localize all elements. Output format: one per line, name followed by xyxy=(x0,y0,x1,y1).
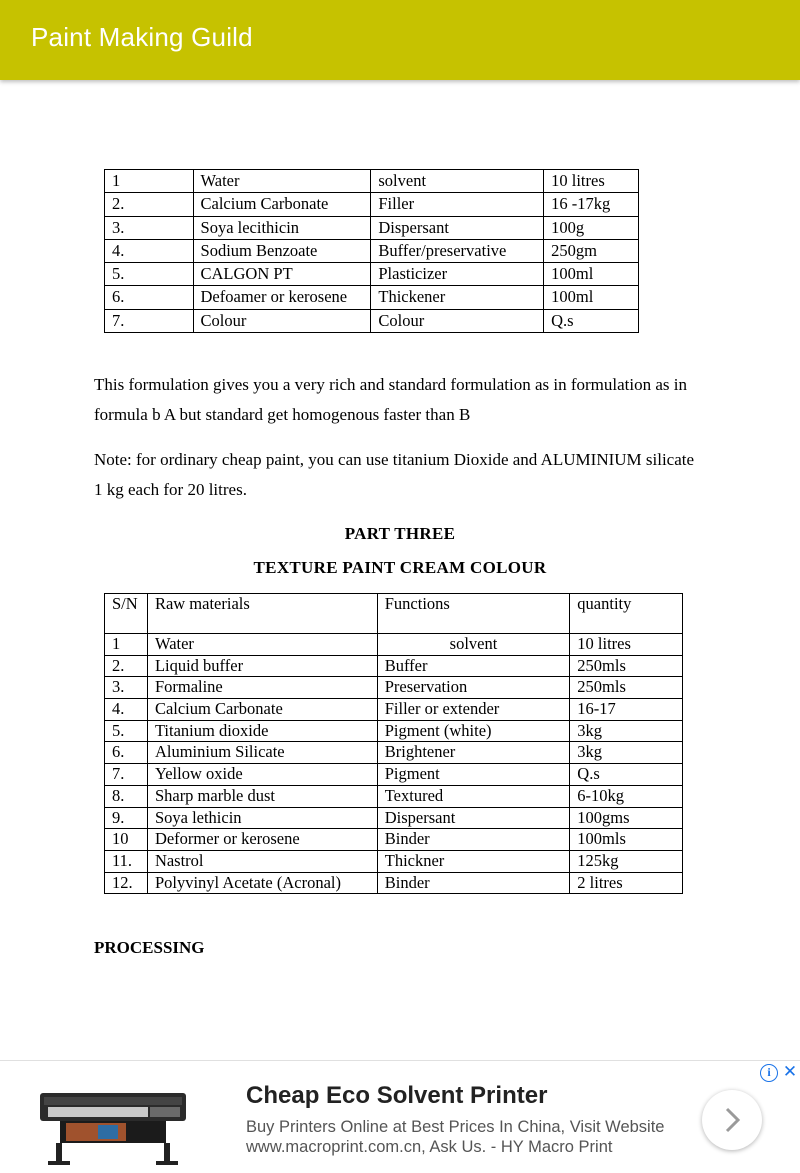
table-cell: Water xyxy=(193,170,371,193)
table-cell: Defoamer or kerosene xyxy=(193,286,371,309)
table-cell: 7. xyxy=(105,764,148,786)
ad-title[interactable]: Cheap Eco Solvent Printer xyxy=(246,1082,548,1109)
processing-heading: PROCESSING xyxy=(94,938,205,957)
app-title: Paint Making Guild xyxy=(31,22,253,52)
table-cell: 100gms xyxy=(570,807,683,829)
table-cell: 1 xyxy=(105,170,194,193)
table-cell: solvent xyxy=(371,170,544,193)
table-cell: 250mls xyxy=(570,677,683,699)
ad-banner[interactable] xyxy=(0,1060,800,1173)
header-cell: Raw materials xyxy=(147,594,377,634)
table-cell: 3kg xyxy=(570,742,683,764)
table-cell: 2 litres xyxy=(570,872,683,894)
table-cell: Colour xyxy=(193,309,371,332)
table-cell: Nastrol xyxy=(147,850,377,872)
table-cell: Polyvinyl Acetate (Acronal) xyxy=(147,872,377,894)
table-row xyxy=(105,829,683,851)
table-cell: Dispersant xyxy=(377,807,570,829)
table-cell: Calcium Carbonate xyxy=(193,193,371,216)
table-cell: Thickner xyxy=(377,850,570,872)
table-cell: Filler xyxy=(371,193,544,216)
table-cell: Sodium Benzoate xyxy=(193,239,371,262)
table-cell: 6. xyxy=(105,286,194,309)
table-cell: 8. xyxy=(105,785,148,807)
table-cell: 16-17 xyxy=(570,699,683,721)
table-cell: 9. xyxy=(105,807,148,829)
formulation-table xyxy=(104,169,639,333)
chevron-right-icon xyxy=(720,1106,744,1134)
table-cell: 3. xyxy=(105,677,148,699)
table-cell: Preservation xyxy=(377,677,570,699)
texture-paint-table xyxy=(104,593,683,894)
table-row xyxy=(105,720,683,742)
table-cell: 5. xyxy=(105,263,194,286)
document-page xyxy=(0,80,800,1060)
table-cell: 4. xyxy=(105,699,148,721)
table-cell: 6. xyxy=(105,742,148,764)
close-icon[interactable]: ✕ xyxy=(782,1062,798,1081)
table-cell: Aluminium Silicate xyxy=(147,742,377,764)
table-cell: 16 -17kg xyxy=(544,193,639,216)
table-cell: 2. xyxy=(105,193,194,216)
table-cell: Q.s xyxy=(544,309,639,332)
table-cell: Plasticizer xyxy=(371,263,544,286)
table-cell: Colour xyxy=(371,309,544,332)
table-row xyxy=(105,699,683,721)
table-cell: CALGON PT xyxy=(193,263,371,286)
table-cell: Buffer xyxy=(377,655,570,677)
table-cell: Pigment (white) xyxy=(377,720,570,742)
table-cell: 3. xyxy=(105,216,194,239)
info-icon[interactable]: i xyxy=(760,1064,778,1082)
table-row xyxy=(105,193,639,216)
table-cell: 3kg xyxy=(570,720,683,742)
table-row xyxy=(105,764,683,786)
section-title: TEXTURE PAINT CREAM COLOUR xyxy=(253,558,547,577)
cheap-paint-note: Note: for ordinary cheap paint, you can use titanium Dioxide and ALUMINIUM silicate 1 kg each for 20 litres. xyxy=(94,450,695,499)
table-cell: Q.s xyxy=(570,764,683,786)
table-cell: Calcium Carbonate xyxy=(147,699,377,721)
table-cell: Liquid buffer xyxy=(147,655,377,677)
table-cell: Water xyxy=(147,634,377,656)
part-heading: PART THREE xyxy=(344,524,456,543)
header-cell: quantity xyxy=(570,594,683,634)
table-row xyxy=(105,170,639,193)
table-row xyxy=(105,263,639,286)
table-row xyxy=(105,872,683,894)
table-cell: 11. xyxy=(105,850,148,872)
table-row xyxy=(105,309,639,332)
table-row xyxy=(105,850,683,872)
table-cell: 250mls xyxy=(570,655,683,677)
table-cell: Thickener xyxy=(371,286,544,309)
table-cell: 6-10kg xyxy=(570,785,683,807)
table-row xyxy=(105,216,639,239)
table-cell: Soya lethicin xyxy=(147,807,377,829)
table-cell: Formaline xyxy=(147,677,377,699)
app-bar xyxy=(0,0,800,80)
printer-image[interactable] xyxy=(38,1081,188,1167)
table-cell: Titanium dioxide xyxy=(147,720,377,742)
ad-next-button[interactable] xyxy=(702,1090,762,1150)
table-cell: 250gm xyxy=(544,239,639,262)
table-cell: Binder xyxy=(377,872,570,894)
table-row xyxy=(105,807,683,829)
header-cell: S/N xyxy=(105,594,148,634)
table-cell: 1 xyxy=(105,634,148,656)
table-row xyxy=(105,742,683,764)
formulation-note: This formulation gives you a very rich and standard formulation as in formulation as in formula b A but standard get homogenous faster than B xyxy=(94,375,687,424)
table-cell: 125kg xyxy=(570,850,683,872)
table-cell: solvent xyxy=(377,634,570,656)
table-cell: Dispersant xyxy=(371,216,544,239)
table-cell: 2. xyxy=(105,655,148,677)
table-row xyxy=(105,286,639,309)
table-row xyxy=(105,634,683,656)
header-cell: Functions xyxy=(377,594,570,634)
table-cell: 10 xyxy=(105,829,148,851)
table-cell: Filler or extender xyxy=(377,699,570,721)
table-cell: 10 litres xyxy=(544,170,639,193)
ad-description[interactable]: Buy Printers Online at Best Prices In China, Visit Website www.macroprint.com.cn, Ask Us. - HY Macro Print xyxy=(246,1118,665,1156)
table-cell: 10 litres xyxy=(570,634,683,656)
table-row xyxy=(105,239,639,262)
table-cell: Brightener xyxy=(377,742,570,764)
table-cell: Yellow oxide xyxy=(147,764,377,786)
table-header-row xyxy=(105,594,683,634)
table-row xyxy=(105,655,683,677)
table-row xyxy=(105,785,683,807)
table-row xyxy=(105,677,683,699)
table-cell: Deformer or kerosene xyxy=(147,829,377,851)
table-cell: Buffer/preservative xyxy=(371,239,544,262)
table-cell: 7. xyxy=(105,309,194,332)
table-cell: 4. xyxy=(105,239,194,262)
table-cell: Soya lecithicin xyxy=(193,216,371,239)
table-cell: 12. xyxy=(105,872,148,894)
table-cell: 100g xyxy=(544,216,639,239)
table-cell: 5. xyxy=(105,720,148,742)
table-cell: 100ml xyxy=(544,286,639,309)
table-cell: Textured xyxy=(377,785,570,807)
table-cell: Binder xyxy=(377,829,570,851)
table-cell: Pigment xyxy=(377,764,570,786)
table-cell: 100ml xyxy=(544,263,639,286)
table-cell: 100mls xyxy=(570,829,683,851)
table-cell: Sharp marble dust xyxy=(147,785,377,807)
